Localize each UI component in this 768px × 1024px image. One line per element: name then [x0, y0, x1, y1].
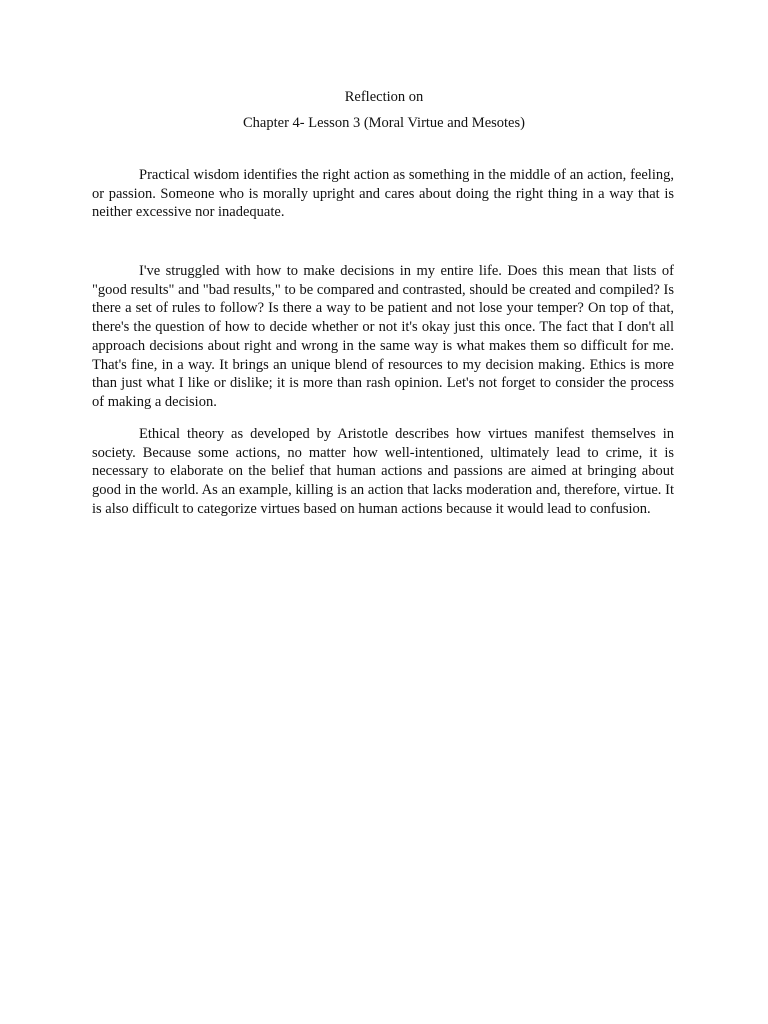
paragraph-1: Practical wisdom identifies the right action as something in the middle of an action, feeling, or passion. Someone who is morally upright and cares about doing the right thing in a way that is neither excessive nor inadequate.	[92, 167, 674, 221]
document-title-line-2: Chapter 4- Lesson 3 (Moral Virtue and Mesotes)	[243, 115, 525, 131]
paragraph-3: Ethical theory as developed by Aristotle describes how virtues manifest themselves in society. Because some actions, no matter how well-intentioned, ultimately lead to crime, it is necessary to elaborate on the belief that human actions and passions are aimed at bringing about good in the world. As an example, killing is an action that lacks moderation and, therefore, virtue. It is also difficult to categorize virtues based on human actions because it would lead to confusion.	[92, 426, 674, 517]
document-title-line-1: Reflection on	[344, 89, 424, 105]
paragraph-2: I've struggled with how to make decisions in my entire life. Does this mean that lists of "good results" and "bad results," to be compared and contrasted, should be created and compiled? Is there a set of rules to follow? Is there a way to be patient and not lose your temper? On top of that, there's the question of how to decide whether or not it's okay just this once. The fact that I don't all approach decisions about right and wrong in the same way is what makes them so difficult for me. That's fine, in a way. It brings an unique blend of resources to my decision making. Ethics is more than just what I like or dislike; it is more than rash opinion. Let's not forget to consider the process of making a decision.	[92, 263, 674, 410]
